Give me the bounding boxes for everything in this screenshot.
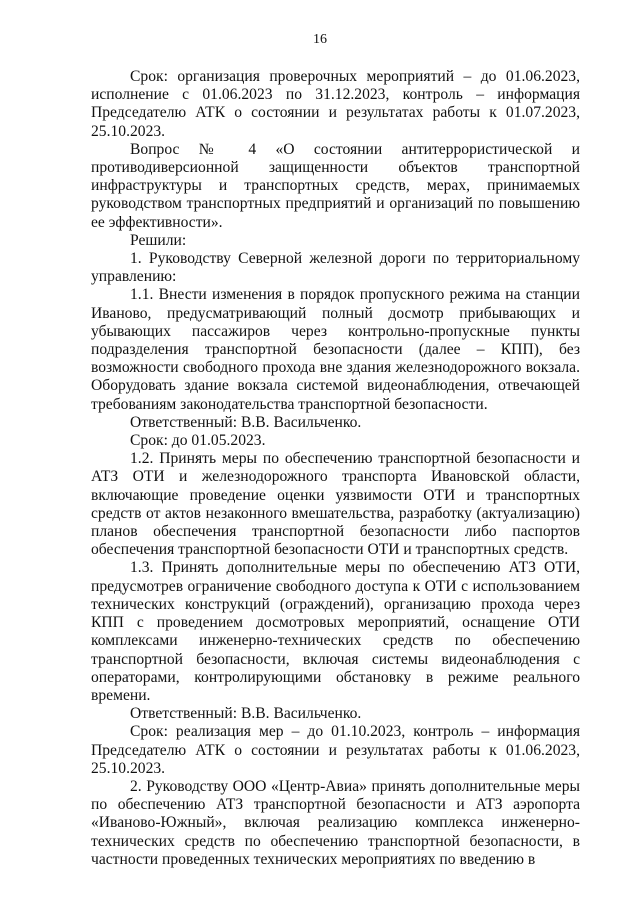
paragraph-decided: Решили: xyxy=(130,231,187,249)
page-number: 16 xyxy=(313,32,327,47)
paragraph-item-1: 1. Руководству Северной железной дороги по территориальному управлению: xyxy=(91,250,580,286)
paragraph-deadline-1: Срок: организация проверочных мероприятий – до 01.06.2023, исполнение с 01.06.2023 по 31.12.2023, контроль – информация Председателю АТК о состоянии и результатах работы к 01.07.2023, 25.10.2023. xyxy=(91,68,580,140)
paragraph-deadline-3: Срок: реализация мер – до 01.10.2023, контроль – информация Председателю АТК о состоянии и результатах работы к 01.06.2023, 25.10.2023. xyxy=(91,723,580,777)
paragraph-responsible-1: Ответственный: В.В. Васильченко. xyxy=(130,413,362,431)
paragraph-question-4: Вопрос № 4 «О состоянии антитеррористической и противодиверсионной защищенности объектов транспортной инфраструктуры и транспортных средств, мерах, принимаемых руководством транспортных предприятий и организаций по повышению ее эффективности». xyxy=(91,140,580,231)
document-body xyxy=(91,68,580,869)
paragraph-item-2: 2. Руководству ООО «Центр-Авиа» принять дополнительные меры по обеспечению АТЗ транспортной безопасности и АТЗ аэропорта «Иваново-Южный», включая реализацию комплекса инженерно-технических средств по обеспечению транспортной безопасности, в частности проведенных технических мероприятиях по введению в xyxy=(91,777,580,868)
paragraph-item-1-2: 1.2. Принять меры по обеспечению транспортной безопасности и АТЗ ОТИ и железнодорожного транспорта Ивановской области, включающие проведение оценки уязвимости ОТИ и транспортных средств от актов незаконного вмешательства, разработку (актуализацию) планов обеспечения транспортной безопасности либо паспортов обеспечения транспортной безопасности ОТИ и транспортных средств. xyxy=(91,450,580,559)
paragraph-item-1-1: 1.1. Внести изменения в порядок пропускного режима на станции Иваново, предусматривающий полный досмотр прибывающих и убывающих пассажиров через контрольно-пропускные пункты подразделения транспортной безопасности (далее – КПП), без возможности свободного прохода вне здания железнодорожного вокзала. Оборудовать здание вокзала системой видеонаблюдения, отвечающей требованиям законодательства транспортной безопасности. xyxy=(91,286,580,413)
paragraph-responsible-2: Ответственный: В.В. Васильченко. xyxy=(130,705,362,723)
paragraph-deadline-2: Срок: до 01.05.2023. xyxy=(130,432,266,450)
paragraph-item-1-3: 1.3. Принять дополнительные меры по обеспечению АТЗ ОТИ, предусмотрев ограничение свободного доступа к ОТИ с использованием технических конструкций (ограждений), организацию прохода через КПП с проведением досмотровых мероприятий, оснащение ОТИ комплексами инженерно-технических средств по обеспечению транспортной безопасности, включая системы видеонаблюдения с операторами, контролирующими обстановку в режиме реального времени. xyxy=(91,559,580,704)
